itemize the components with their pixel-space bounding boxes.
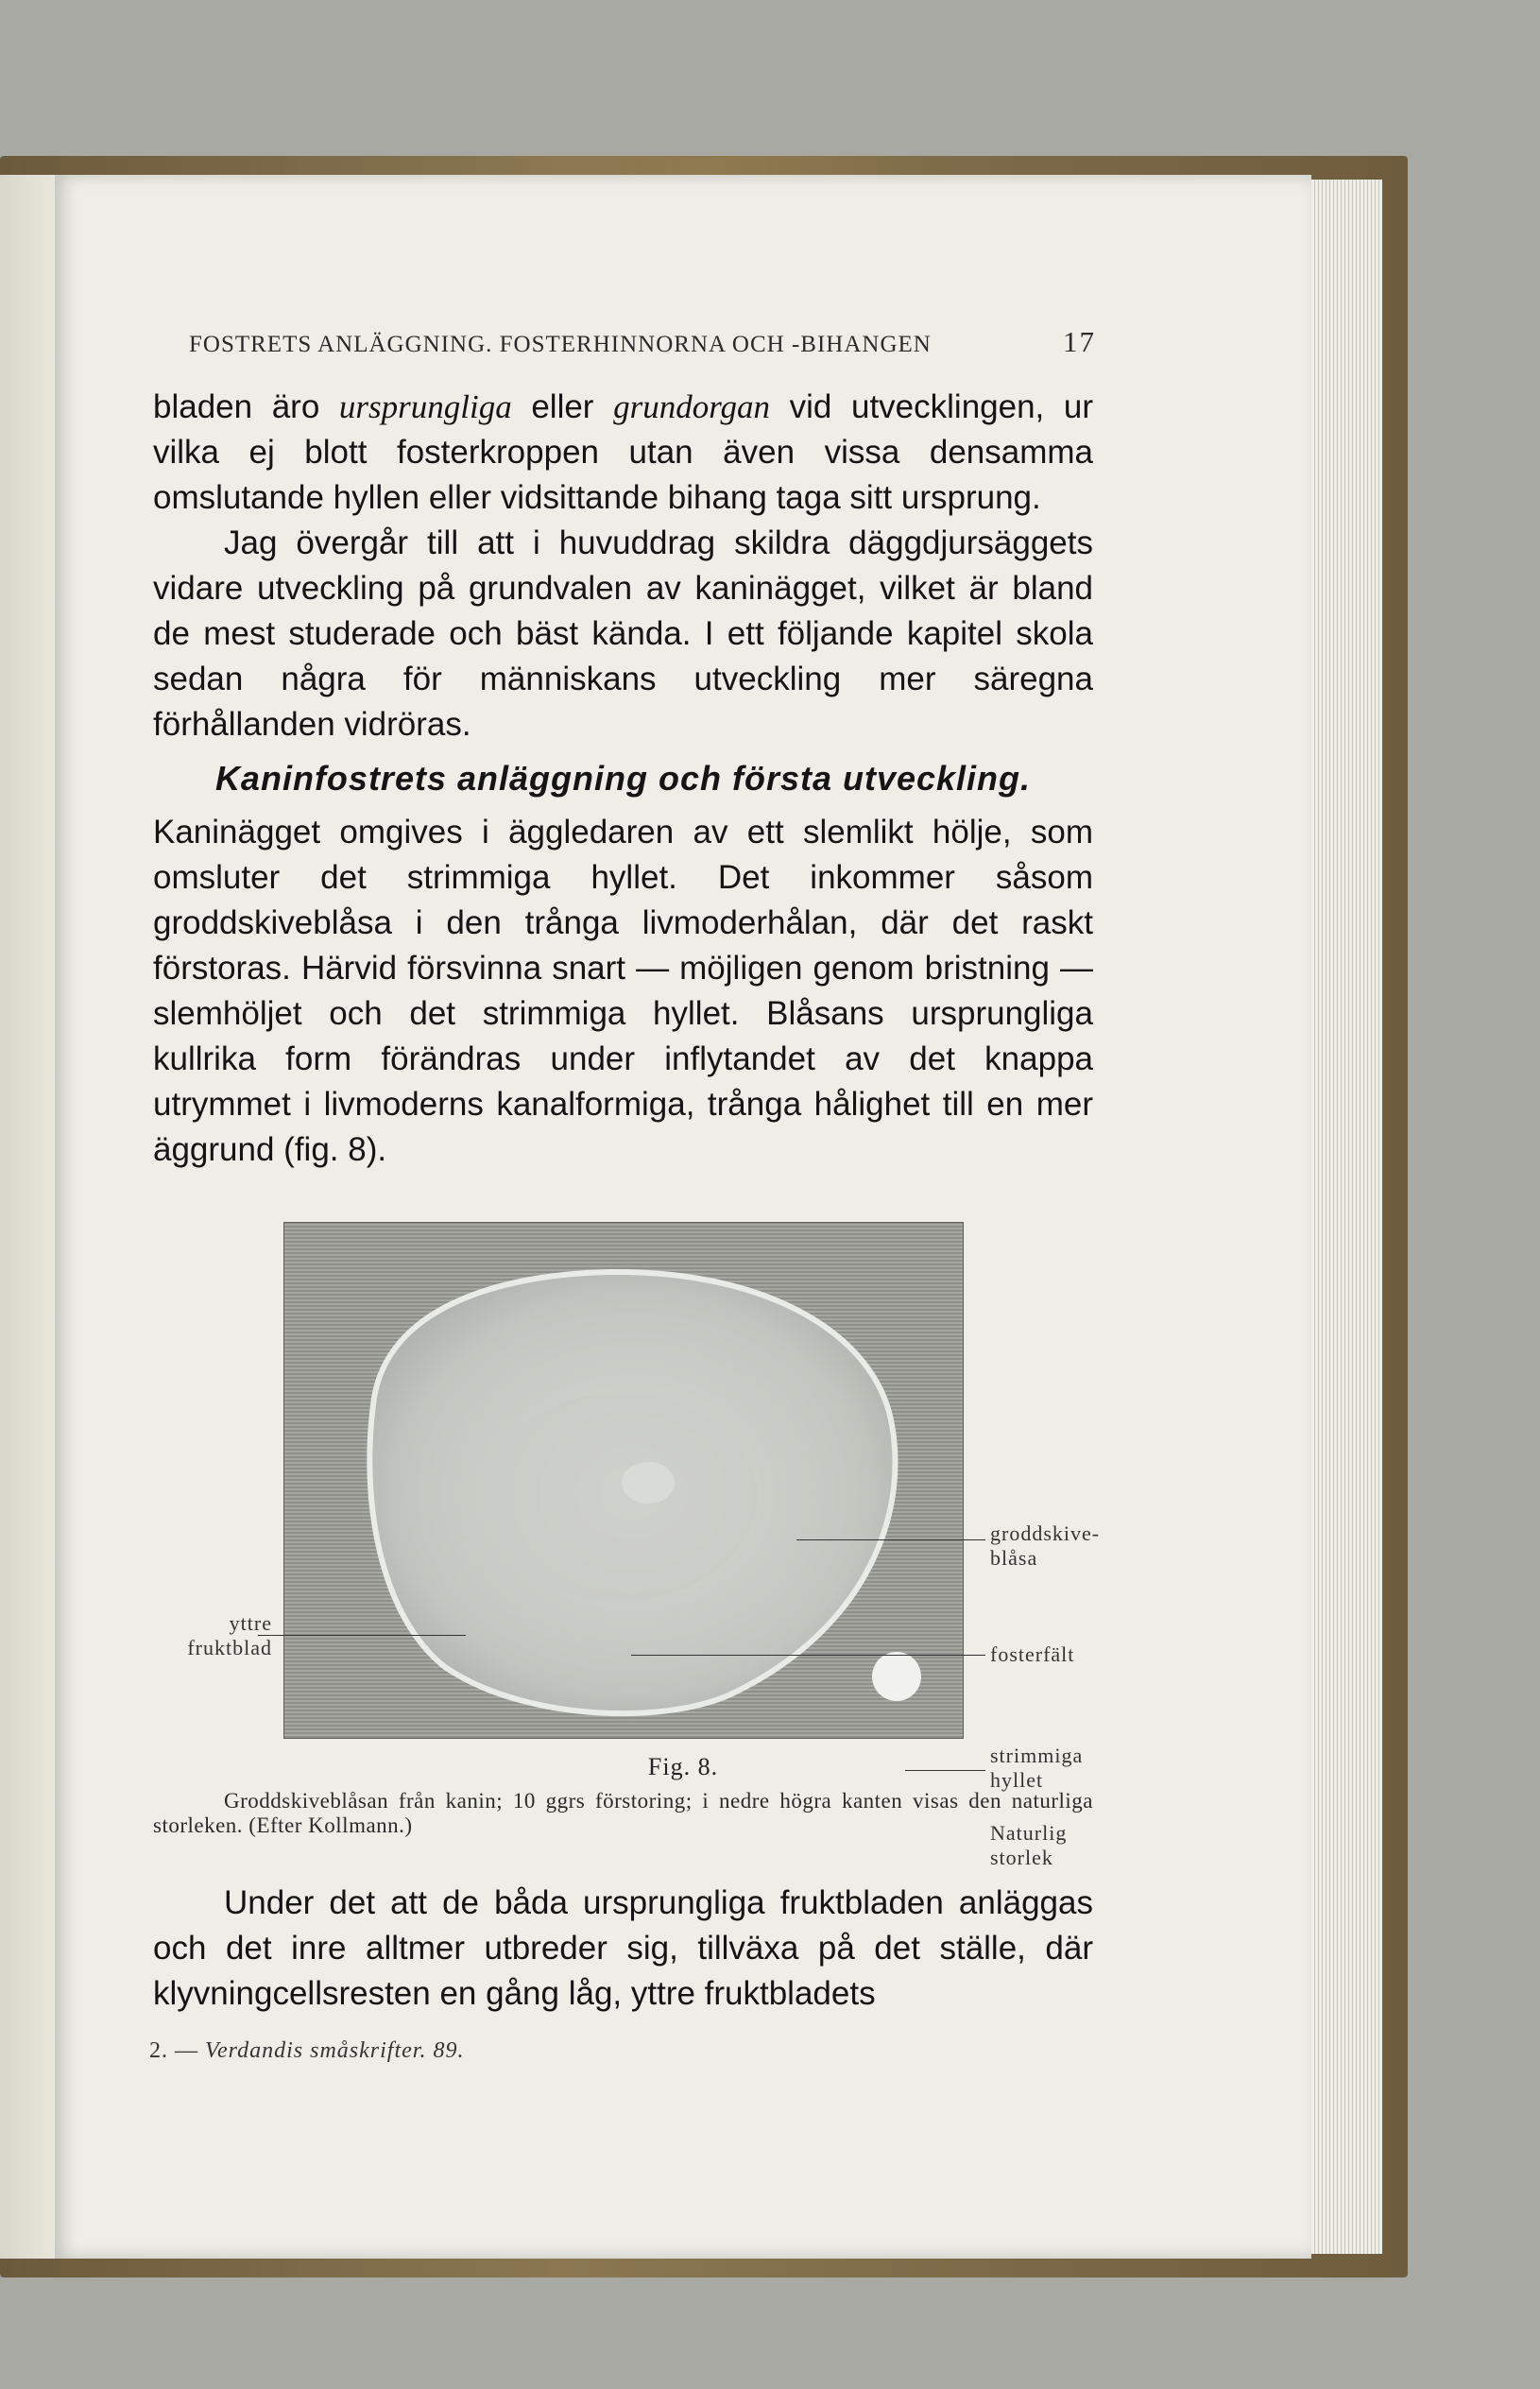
paragraph-2 [153, 521, 1093, 748]
paragraph-3 [153, 810, 1093, 1173]
figure-8-image [283, 1222, 964, 1739]
series-title: Verdandis småskrifter. [205, 2038, 427, 2063]
page-footer [149, 2038, 464, 2064]
signature-mark: 2. — [149, 2038, 198, 2063]
leader-groddskiveblasa [796, 1539, 985, 1540]
paragraph-4 [153, 1881, 1093, 2017]
p1-text-a: bladen äro [153, 388, 339, 425]
term-grundorgan: grundorgan [613, 388, 771, 425]
label-yttre-fruktblad: yttre fruktblad [187, 1611, 272, 1659]
figure-number: Fig. 8. [647, 1753, 719, 1780]
page-number: 17 [1063, 325, 1096, 358]
series-number: 89. [433, 2038, 465, 2063]
term-ursprungliga: ursprungliga [338, 388, 512, 425]
leader-yttre-fruktblad [258, 1635, 466, 1636]
blastocyst-illustration [284, 1223, 963, 1738]
label-naturlig-storlek: Naturlig storlek [990, 1821, 1068, 1869]
p4-text: Under det att de båda ursprungliga fruktbladen anläggas och det inre alltmer utbreder sig, tillväxa på det ställe, där klyvningcellsresten en gång låg, yttre fruktbladets [153, 1884, 1093, 2012]
leader-fosterfalt [631, 1655, 985, 1656]
p1-text-b: eller [511, 388, 614, 425]
label-groddskiveblasa: groddskive- blåsa [990, 1521, 1101, 1570]
p2-text: Jag övergår till att i huvuddrag skildra däggdjursäggets vidare utveckling på grundvalen av kaninägget, vilket är bland de mest studerade och bäst kända. I ett följande kapitel skola sedan några för människans utveckling mer säregna förhållanden vidröras. [153, 524, 1093, 743]
label-strimmiga-hyllet: strimmiga hyllet [990, 1744, 1084, 1792]
paragraph-1 [153, 385, 1093, 521]
book-page [55, 175, 1311, 2259]
running-head [189, 325, 1096, 359]
previous-page-edge [0, 175, 57, 2259]
page-stack-edge [1311, 180, 1382, 2254]
figure-caption: Groddskiveblåsan från kanin; 10 ggrs förstoring; i nedre högra kanten visas den naturliga storleken. (Efter Kollmann.) [153, 1789, 1093, 1837]
p1-text-c: vid utvecklingen, ur vilka ej blott fosterkroppen utan även vissa densamma omslutande hyllen eller vidsittande bihang taga sitt ursprung. [153, 388, 1094, 516]
section-heading: Kaninfostrets anläggning och första utveckling. [214, 759, 1032, 798]
p3-text: Kaninägget omgives i äggledaren av ett slemlikt hölje, som omsluter det strimmiga hyllet. Det inkommer såsom groddskiveblåsa i den trånga livmoderhålan, där det raskt förstoras. Härvid försvinna snart — möjligen genom bristning — slemhöljet och det strimmiga hyllet. Blåsans ursprungliga kullrika form förändras under inflytandet av det knappa utrymmet i livmoderns kanalformiga, trånga hålighet till en mer äggrund (fig. 8). [153, 814, 1093, 1168]
running-head-title: FOSTRETS ANLÄGGNING. FOSTERHINNORNA OCH -BIHANGEN [189, 332, 932, 357]
label-fosterfalt: fosterfält [990, 1642, 1075, 1666]
